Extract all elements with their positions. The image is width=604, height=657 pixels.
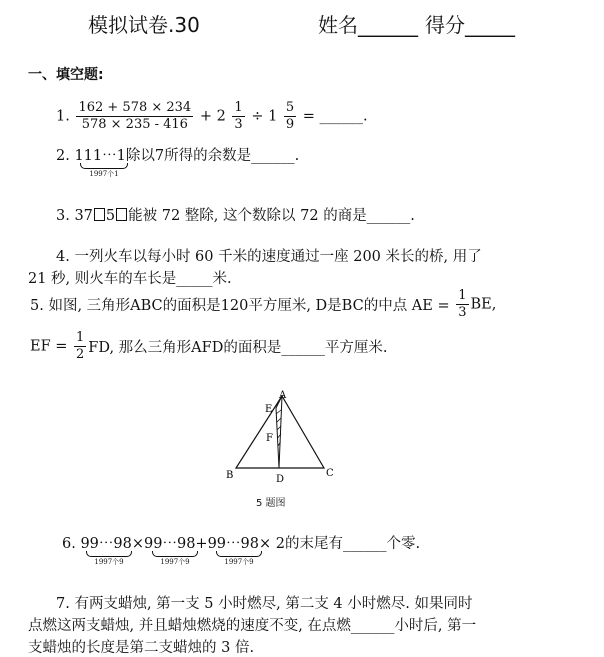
q6-times: × bbox=[131, 536, 145, 552]
hatch-5 bbox=[276, 410, 281, 414]
q5-line1-end: BE, bbox=[470, 296, 497, 313]
question-3 bbox=[56, 204, 415, 225]
label-b: B bbox=[226, 470, 234, 481]
question-1 bbox=[56, 100, 368, 133]
q6-brace2-label: 1997个9 bbox=[160, 558, 190, 566]
score-label: 得分 bbox=[425, 13, 465, 37]
label-a: A bbox=[279, 390, 287, 401]
q6-plus: + bbox=[195, 536, 208, 552]
question-4-line-2[interactable]: 21 秒, 则火车的车长是_____米. bbox=[28, 271, 232, 287]
q2-number: 2. bbox=[56, 148, 70, 164]
label-f: F bbox=[266, 433, 273, 444]
q6-brace3-label: 1997个9 bbox=[224, 558, 254, 566]
question-7-line-3: 支蜡烛的长度是第二支蜡烛的 3 倍. bbox=[28, 640, 255, 656]
q6-underbrace-1 bbox=[86, 551, 132, 567]
q5-f2-den: 2 bbox=[76, 347, 85, 362]
q2-brace-label: 1997个1 bbox=[89, 170, 119, 178]
q1-main-fraction bbox=[76, 100, 193, 133]
name-label: 姓名 bbox=[318, 13, 358, 37]
q1-f2-num: 1 bbox=[234, 100, 243, 115]
q1-plus: + 2 bbox=[199, 108, 226, 125]
q5-line1-text: 5. 如图, 三角形ABC的面积是120平方厘米, D是BC的中点 AE = bbox=[30, 298, 450, 314]
q1-f2-den: 3 bbox=[234, 117, 243, 132]
q6-underbrace-3 bbox=[216, 551, 262, 567]
q5-fraction-ae bbox=[456, 288, 468, 321]
q1-denominator: 578 × 235 - 416 bbox=[81, 117, 188, 132]
name-blank: ______ bbox=[358, 13, 418, 37]
q1-fraction-2 bbox=[232, 100, 244, 133]
question-7-line-1: 7. 有两支蜡烛, 第一支 5 小时燃尽, 第二支 4 小时燃尽. 如果同时 bbox=[56, 596, 473, 612]
q5-fraction-ef bbox=[74, 330, 86, 363]
q6-text[interactable]: × 2的末尾有______个零. bbox=[258, 536, 421, 552]
label-d: D bbox=[276, 474, 285, 485]
label-e: E bbox=[265, 404, 273, 415]
q1-f3-den: 9 bbox=[285, 117, 295, 132]
segment-ad bbox=[279, 396, 282, 468]
q1-fraction-3 bbox=[284, 100, 296, 133]
label-c: C bbox=[326, 468, 334, 479]
q6-underbrace-2 bbox=[152, 551, 198, 567]
q6-term-1: 99⋯98 bbox=[80, 536, 132, 552]
q2-digits: 111⋯1 bbox=[74, 148, 126, 164]
question-7-line-2[interactable]: 点燃这两支蜡烛, 并且蜡烛燃烧的速度不变, 在点燃______小时后, 第一 bbox=[28, 618, 477, 634]
score-blank: _____ bbox=[465, 13, 515, 37]
digit-box-1[interactable] bbox=[94, 208, 105, 221]
question-6 bbox=[62, 532, 420, 553]
q5-f1-num: 1 bbox=[458, 288, 467, 303]
q6-brace1-label: 1997个9 bbox=[94, 558, 124, 566]
q5-f2-num: 1 bbox=[76, 330, 85, 345]
q5-f1-den: 3 bbox=[458, 305, 467, 320]
name-field[interactable] bbox=[318, 9, 418, 38]
section-title: 一、填空题: bbox=[28, 67, 104, 83]
score-field[interactable] bbox=[425, 9, 515, 38]
question-5-line-1 bbox=[30, 288, 496, 321]
q3-mid-digit: 5 bbox=[105, 208, 116, 224]
figure-caption: 5 题图 bbox=[256, 498, 286, 509]
q6-term-2: 99⋯98 bbox=[144, 536, 196, 552]
q1-number: 1. bbox=[56, 108, 70, 125]
hatch-1 bbox=[277, 418, 281, 422]
q5-line2-text[interactable]: FD, 那么三角形AFD的面积是______平方厘米. bbox=[88, 340, 388, 356]
q2-underbrace bbox=[80, 163, 128, 179]
q6-number: 6. bbox=[62, 536, 76, 552]
q1-f3-num: 5 bbox=[285, 100, 295, 115]
q1-divide: ÷ 1 bbox=[251, 108, 278, 125]
page-title: 模拟试卷.30 bbox=[88, 13, 200, 37]
digit-box-2[interactable] bbox=[116, 208, 127, 221]
q3-number: 3. 37 bbox=[56, 208, 93, 224]
q1-answer-blank[interactable]: = ______. bbox=[302, 108, 368, 125]
q2-text[interactable]: 除以7所得的余数是______. bbox=[125, 148, 300, 164]
question-2 bbox=[56, 144, 299, 165]
triangle-figure bbox=[222, 388, 337, 488]
q5-line2-start: EF = bbox=[30, 338, 68, 355]
question-4-line-1: 4. 一列火车以每小时 60 千米的速度通过一座 200 米长的桥, 用了 bbox=[56, 249, 482, 265]
q6-term-3: 99⋯98 bbox=[207, 536, 259, 552]
question-5-line-2 bbox=[30, 330, 387, 363]
q1-numerator: 162 + 578 × 234 bbox=[78, 100, 192, 115]
q3-text[interactable]: 能被 72 整除, 这个数除以 72 的商是______. bbox=[128, 208, 415, 224]
